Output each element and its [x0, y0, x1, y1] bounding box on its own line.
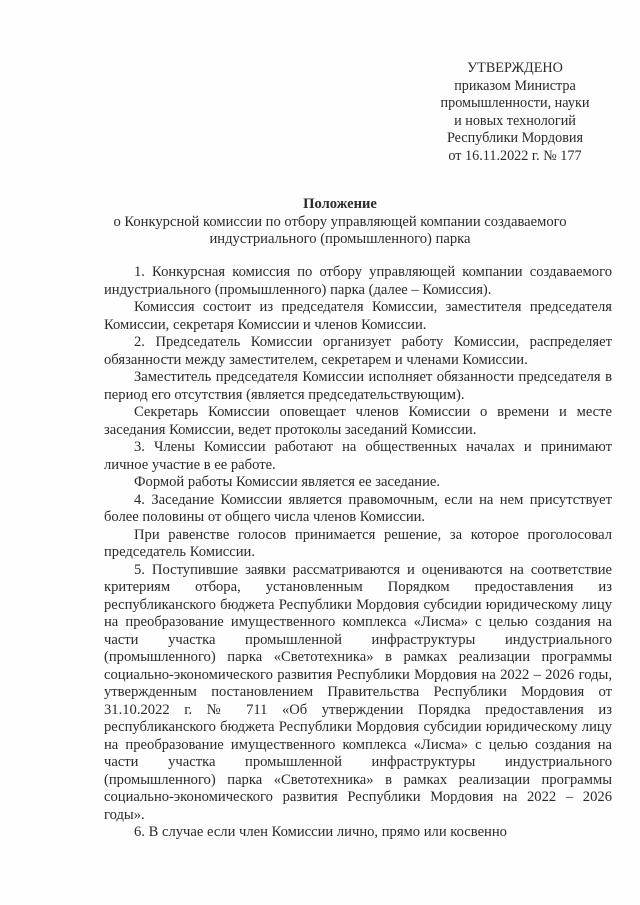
paragraph: Комиссия состоит из председателя Комиссии, заместителя председателя Комиссии, секретаря Комиссии и членов Комиссии. [104, 299, 612, 333]
paragraph: Заместитель председателя Комиссии исполняет обязанности председателя в период его отсутствия (является председательствующим). [104, 369, 612, 403]
paragraph: 1. Конкурсная комиссия по отбору управляющей компании создаваемого индустриального (промышленного) парка (далее – Комиссия). [104, 264, 612, 298]
approval-line: Республики Мордовия [446, 130, 584, 146]
approval-line: УТВЕРЖДЕНО [467, 60, 563, 76]
approval-line: промышленности, науки [440, 95, 590, 111]
paragraph: 2. Председатель Комиссии организует работу Комиссии, распределяет обязанности между заместителем, секретарем и членами Комиссии. [104, 334, 612, 368]
paragraph: 4. Заседание Комиссии является правомочным, если на нем присутствует более половины от общего числа членов Комиссии. [104, 491, 612, 525]
paragraph: 3. Члены Комиссии работают на общественных началах и принимают личное участие в ее работе. [104, 439, 612, 473]
document-subtitle-line: о Конкурсной комиссии по отбору управляющей компании создаваемого [113, 213, 567, 230]
approval-line: приказом Министра [454, 77, 576, 94]
paragraph: Формой работы Комиссии является ее заседание. [134, 474, 441, 490]
document-subtitle-line: индустриального (промышленного) парка [209, 231, 471, 247]
paragraph: Секретарь Комиссии оповещает членов Комиссии о времени и месте заседания Комиссии, ведет протоколы заседаний Комиссии. [104, 404, 612, 438]
paragraph: 6. В случае если член Комиссии лично, прямо или косвенно [134, 824, 507, 840]
approval-line: от 16.11.2022 г. № 177 [448, 147, 582, 164]
approval-line: и новых технологий [454, 112, 576, 129]
document-body [104, 264, 612, 842]
document-title: Положение [303, 196, 377, 212]
paragraph: При равенстве голосов принимается решение, за которое проголосовал председатель Комиссии. [104, 526, 612, 560]
paragraph: 5. Поступившие заявки рассматриваются и оцениваются на соответствие критериям отбора, установленным Порядком предоставления из республиканского бюджета Республики Мордовия субсидии юридическому лицу на преобразование имущественного комплекса «Лисма» с целью создания на части участка промышленной инфраструктуры индустриального (промышленного) парка «Светотехника» в рамках реализации программы социально-экономического развития Республики Мордовия на 2022 – 2026 годы, утвержденным постановлением Правительства Республики Мордовия от 31.10.2022 г. № 711 «Об утверждении Порядка предоставления из республиканского бюджета Республики Мордовия субсидии юридическому лицу на преобразование имущественного комплекса «Лисма» с целью создания на части участка промышленной инфраструктуры индустриального (промышленного) парка «Светотехника» в рамках реализации программы социально-экономического развития Республики Мордовия на 2022 – 2026 годы». [104, 561, 612, 823]
approval-stamp [420, 60, 610, 165]
document-heading [100, 196, 580, 249]
